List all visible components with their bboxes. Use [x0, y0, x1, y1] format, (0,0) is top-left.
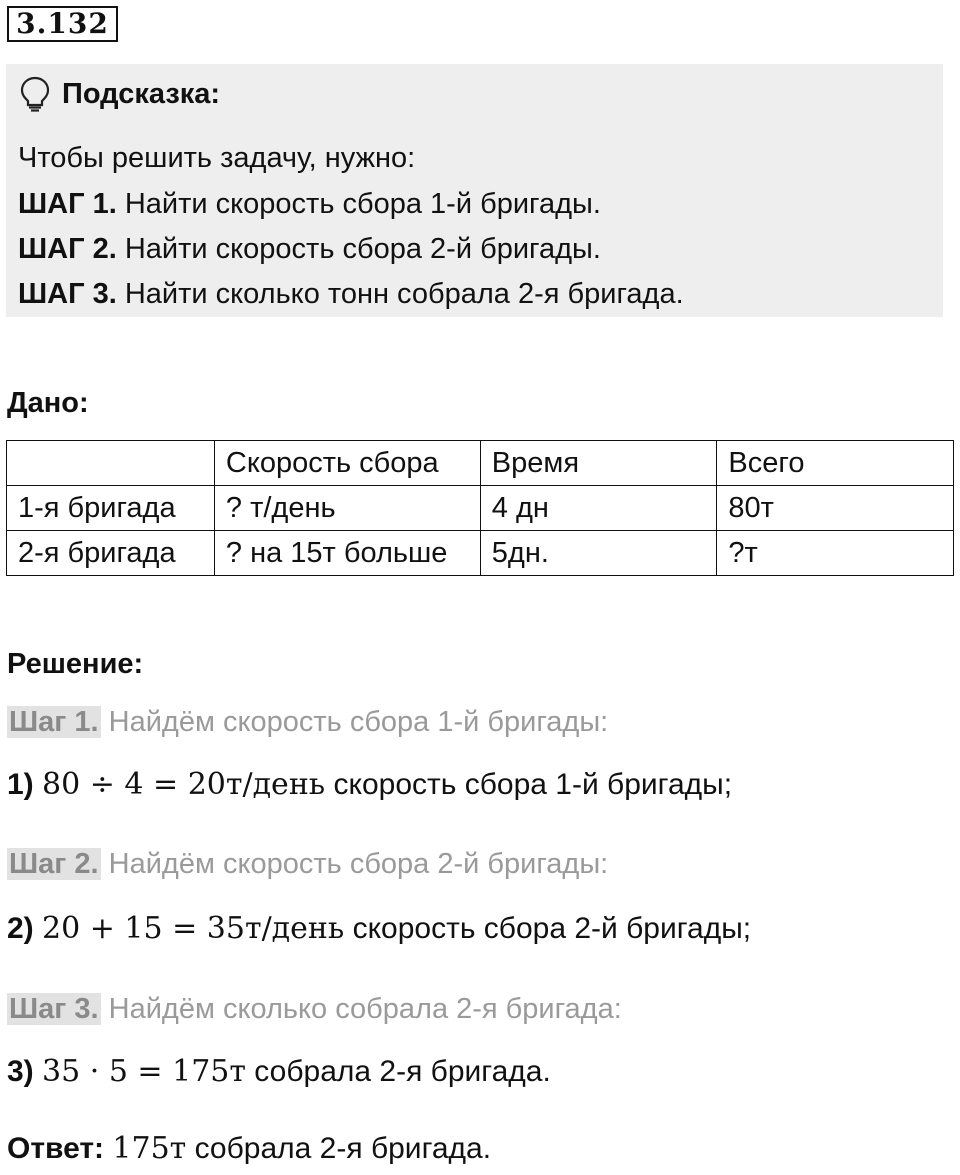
step-text: Найдём сколько собрала 2-я бригада: [100, 993, 622, 1025]
hint-step-text: Найти скорость сбора 1-й бригады. [116, 188, 601, 220]
hint-step-2 [18, 232, 601, 266]
given-table [6, 440, 954, 576]
calc-number: 3) [7, 1055, 34, 1088]
table-cell: 4 дн [480, 486, 717, 531]
hint-step-label: ШАГ 1. [18, 188, 117, 220]
calc-text: собрала 2-я бригада. [245, 1055, 551, 1088]
step-label: Шаг 1. [9, 706, 99, 738]
table-header-cell [7, 441, 215, 486]
given-title: Дано: [7, 387, 89, 419]
hint-step-3 [18, 277, 684, 311]
calc-expression: 35 · 5 = 175т [42, 1054, 246, 1089]
calc-number: 2) [7, 912, 34, 945]
table-cell: 80т [717, 486, 954, 531]
solution-title: Решение: [7, 648, 144, 680]
answer-expression: 175т [112, 1131, 187, 1166]
hint-step-label: ШАГ 3. [18, 278, 117, 310]
step-text: Найдём скорость сбора 1-й бригады: [100, 706, 609, 738]
table-cell: ? на 15т больше [214, 531, 480, 576]
step-text: Найдём скорость сбора 2-й бригады: [100, 848, 609, 880]
table-row [7, 486, 954, 531]
hint-step-text: Найти сколько тонн собрала 2-я бригада. [116, 278, 684, 310]
hint-step-text: Найти скорость сбора 2-й бригады. [116, 233, 601, 265]
table-header-cell: Время [480, 441, 717, 486]
table-header-cell: Всего [717, 441, 954, 486]
table-cell: 2-я бригада [7, 531, 215, 576]
answer-text: собрала 2-я бригада. [186, 1132, 492, 1165]
solution-step-3 [7, 993, 622, 1026]
hint-header [18, 78, 220, 110]
calc-number: 1) [7, 768, 34, 801]
solution-step-2 [7, 848, 608, 881]
problem-number: 3.132 [7, 6, 118, 42]
table-header-cell: Скорость сбора [214, 441, 480, 486]
hint-box [6, 64, 943, 317]
calc-expression: 20 + 15 = 35т/день [42, 911, 345, 946]
calculation-2 [7, 911, 751, 946]
hint-step-label: ШАГ 2. [18, 233, 117, 265]
calculation-3 [7, 1054, 551, 1089]
table-cell: 1-я бригада [7, 486, 215, 531]
calc-text: скорость сбора 2-й бригады; [344, 912, 752, 945]
table-row [7, 531, 954, 576]
hint-step-1 [18, 187, 601, 221]
solution-step-1 [7, 706, 608, 739]
hint-intro: Чтобы решить задачу, нужно: [18, 142, 416, 174]
calc-text: скорость сбора 1-й бригады; [325, 768, 733, 801]
table-header-row [7, 441, 954, 486]
calculation-1 [7, 767, 732, 802]
answer-label: Ответ: [7, 1132, 105, 1165]
step-label: Шаг 3. [9, 993, 99, 1025]
lightbulb-icon [18, 76, 52, 112]
table-cell: ? т/день [214, 486, 480, 531]
step-label: Шаг 2. [9, 848, 99, 880]
calc-expression: 80 ÷ 4 = 20т/день [42, 767, 326, 802]
hint-title: Подсказка: [62, 77, 221, 110]
table-cell: 5дн. [480, 531, 717, 576]
table-cell: ?т [717, 531, 954, 576]
answer [7, 1131, 491, 1166]
